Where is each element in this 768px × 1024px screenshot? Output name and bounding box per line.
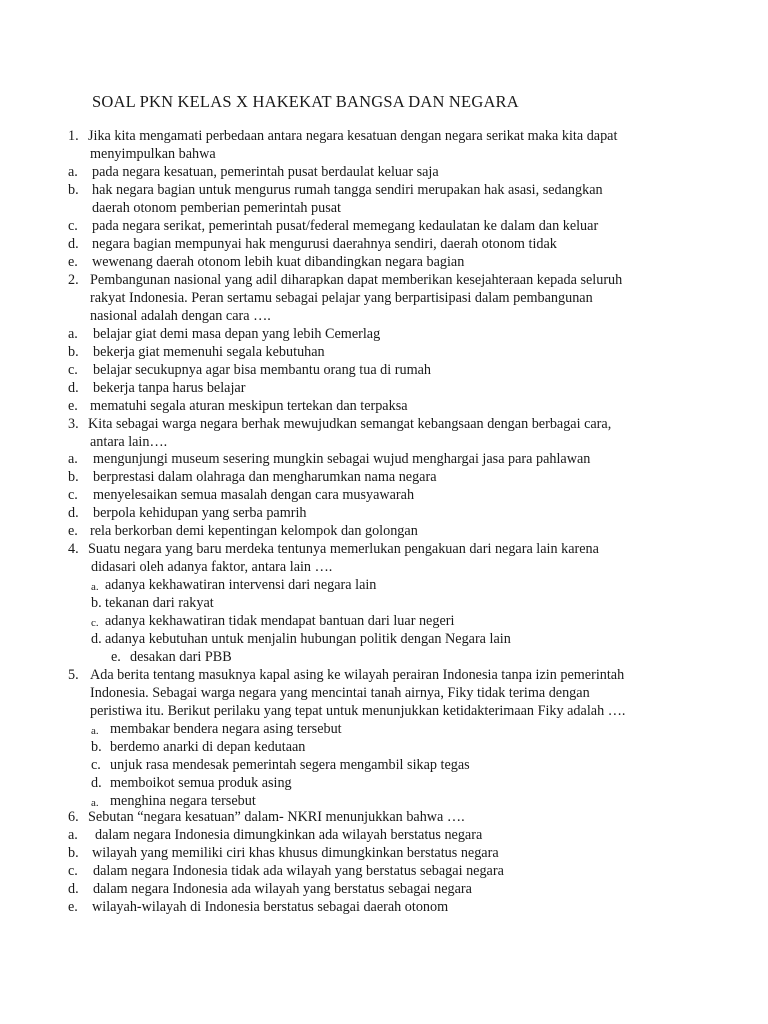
option-marker: c. <box>68 362 78 378</box>
option-marker: a. <box>68 326 78 342</box>
option-text: rela berkorban demi kepentingan kelompok dan golongan <box>90 523 418 539</box>
option-marker: c. <box>68 487 78 503</box>
option-text: belajar secukupnya agar bisa membantu orang tua di rumah <box>93 362 432 378</box>
option-marker: a. <box>68 164 78 180</box>
option-text: membakar bendera negara asing tersebut <box>110 721 342 737</box>
option-marker: b. <box>68 182 79 198</box>
option-text: bekerja giat memenuhi segala kebutuhan <box>93 344 325 360</box>
option-text: berpola kehidupan yang serba pamrih <box>93 505 307 521</box>
option-marker: c. <box>68 863 78 879</box>
option-marker: d. <box>68 505 79 521</box>
option-text: dalam negara Indonesia dimungkinkan ada wilayah berstatus negara <box>95 827 483 843</box>
page-title: SOAL PKN KELAS X HAKEKAT BANGSA DAN NEGARA <box>92 92 519 111</box>
question-number: 6. <box>68 809 79 825</box>
option-marker: c. <box>91 617 99 629</box>
option-text: bekerja tanpa harus belajar <box>93 380 246 396</box>
question-number: 3. <box>68 416 79 432</box>
option-text: mematuhi segala aturan meskipun tertekan dan terpaksa <box>90 398 408 414</box>
question-text: Ada berita tentang masuknya kapal asing ke wilayah perairan Indonesia tanpa izin pemerintah <box>90 667 625 683</box>
option-text: hak negara bagian untuk mengurus rumah tangga sendiri merupakan hak asasi, sedangkan <box>92 182 603 198</box>
option-marker: d. <box>91 775 102 791</box>
option-marker: d. <box>68 881 79 897</box>
question-number: 4. <box>68 541 79 557</box>
option-text: wilayah-wilayah di Indonesia berstatus sebagai daerah otonom <box>92 899 449 915</box>
option-marker: a. <box>68 451 78 467</box>
question-text: antara lain…. <box>90 434 168 450</box>
option-text: memboikot semua produk asing <box>110 775 292 791</box>
option-text: desakan dari PBB <box>130 649 232 665</box>
option-marker: a. <box>91 581 99 593</box>
option-marker: c. <box>68 218 78 234</box>
option-marker: e. <box>68 398 78 414</box>
option-text: adanya kebutuhan untuk menjalin hubungan politik dengan Negara lain <box>105 631 511 647</box>
question-number: 2. <box>68 272 79 288</box>
question-text: peristiwa itu. Berikut perilaku yang tepat untuk menunjukkan ketidakterimaan Fiky adalah …. <box>90 703 626 719</box>
option-marker: a. <box>91 725 99 737</box>
question-text: rakyat Indonesia. Peran sertamu sebagai pelajar yang berpartisipasi dalam pembangunan <box>90 290 593 306</box>
option-marker: b. <box>91 739 102 755</box>
option-marker: b. <box>68 469 79 485</box>
option-text: adanya kekhawatiran intervensi dari negara lain <box>105 577 377 593</box>
option-marker: c. <box>91 757 101 773</box>
option-text: dalam negara Indonesia tidak ada wilayah yang berstatus sebagai negara <box>93 863 504 879</box>
question-number: 5. <box>68 667 79 683</box>
question-text: Indonesia. Sebagai warga negara yang mencintai tanah airnya, Fiky tidak terima dengan <box>90 685 590 701</box>
question-text: Jika kita mengamati perbedaan antara negara kesatuan dengan negara serikat maka kita dapat <box>88 128 618 144</box>
option-text: pada negara kesatuan, pemerintah pusat berdaulat keluar saja <box>92 164 439 180</box>
option-text: mengunjungi museum sesering mungkin sebagai wujud menghargai jasa para pahlawan <box>93 451 591 467</box>
option-marker: a. <box>91 797 99 809</box>
option-text: tekanan dari rakyat <box>105 595 214 611</box>
option-marker: d. <box>68 380 79 396</box>
question-text: Kita sebagai warga negara berhak mewujudkan semangat kebangsaan dengan berbagai cara, <box>88 416 612 432</box>
option-text: menghina negara tersebut <box>110 793 256 809</box>
option-text: negara bagian mempunyai hak mengurusi daerahnya sendiri, daerah otonom tidak <box>92 236 557 252</box>
question-text: nasional adalah dengan cara …. <box>90 308 271 324</box>
option-text: belajar giat demi masa depan yang lebih Cemerlag <box>93 326 381 342</box>
option-text: wilayah yang memiliki ciri khas khusus dimungkinkan berstatus negara <box>92 845 499 861</box>
option-marker: b. <box>68 344 79 360</box>
question-text: menyimpulkan bahwa <box>90 146 216 162</box>
option-text: wewenang daerah otonom lebih kuat dibandingkan negara bagian <box>92 254 465 270</box>
option-marker: e. <box>68 523 78 539</box>
question-text: Pembangunan nasional yang adil diharapkan dapat memberikan kesejahteraan kepada seluruh <box>90 272 623 288</box>
option-text: berdemo anarki di depan kedutaan <box>110 739 306 755</box>
option-text: pada negara serikat, pemerintah pusat/federal memegang kedaulatan ke dalam dan keluar <box>92 218 599 234</box>
question-text: didasari oleh adanya faktor, antara lain …. <box>91 559 333 575</box>
option-text: menyelesaikan semua masalah dengan cara musyawarah <box>93 487 415 503</box>
option-marker: b. <box>68 845 79 861</box>
option-text: dalam negara Indonesia ada wilayah yang berstatus sebagai negara <box>93 881 472 897</box>
option-marker: d. <box>68 236 79 252</box>
option-text: daerah otonom pemberian pemerintah pusat <box>92 200 341 216</box>
option-marker: e. <box>68 254 78 270</box>
question-number: 1. <box>68 128 79 144</box>
option-marker: d. <box>91 631 102 647</box>
question-text: Sebutan “negara kesatuan” dalam- NKRI menunjukkan bahwa …. <box>88 809 465 825</box>
option-marker: e. <box>111 649 121 665</box>
option-text: berprestasi dalam olahraga dan mengharumkan nama negara <box>93 469 437 485</box>
option-marker: a. <box>68 827 78 843</box>
option-text: adanya kekhawatiran tidak mendapat bantuan dari luar negeri <box>105 613 455 629</box>
question-text: Suatu negara yang baru merdeka tentunya memerlukan pengakuan dari negara lain karena <box>88 541 599 557</box>
option-marker: b. <box>91 595 102 611</box>
option-marker: e. <box>68 899 78 915</box>
option-text: unjuk rasa mendesak pemerintah segera mengambil sikap tegas <box>110 757 470 773</box>
